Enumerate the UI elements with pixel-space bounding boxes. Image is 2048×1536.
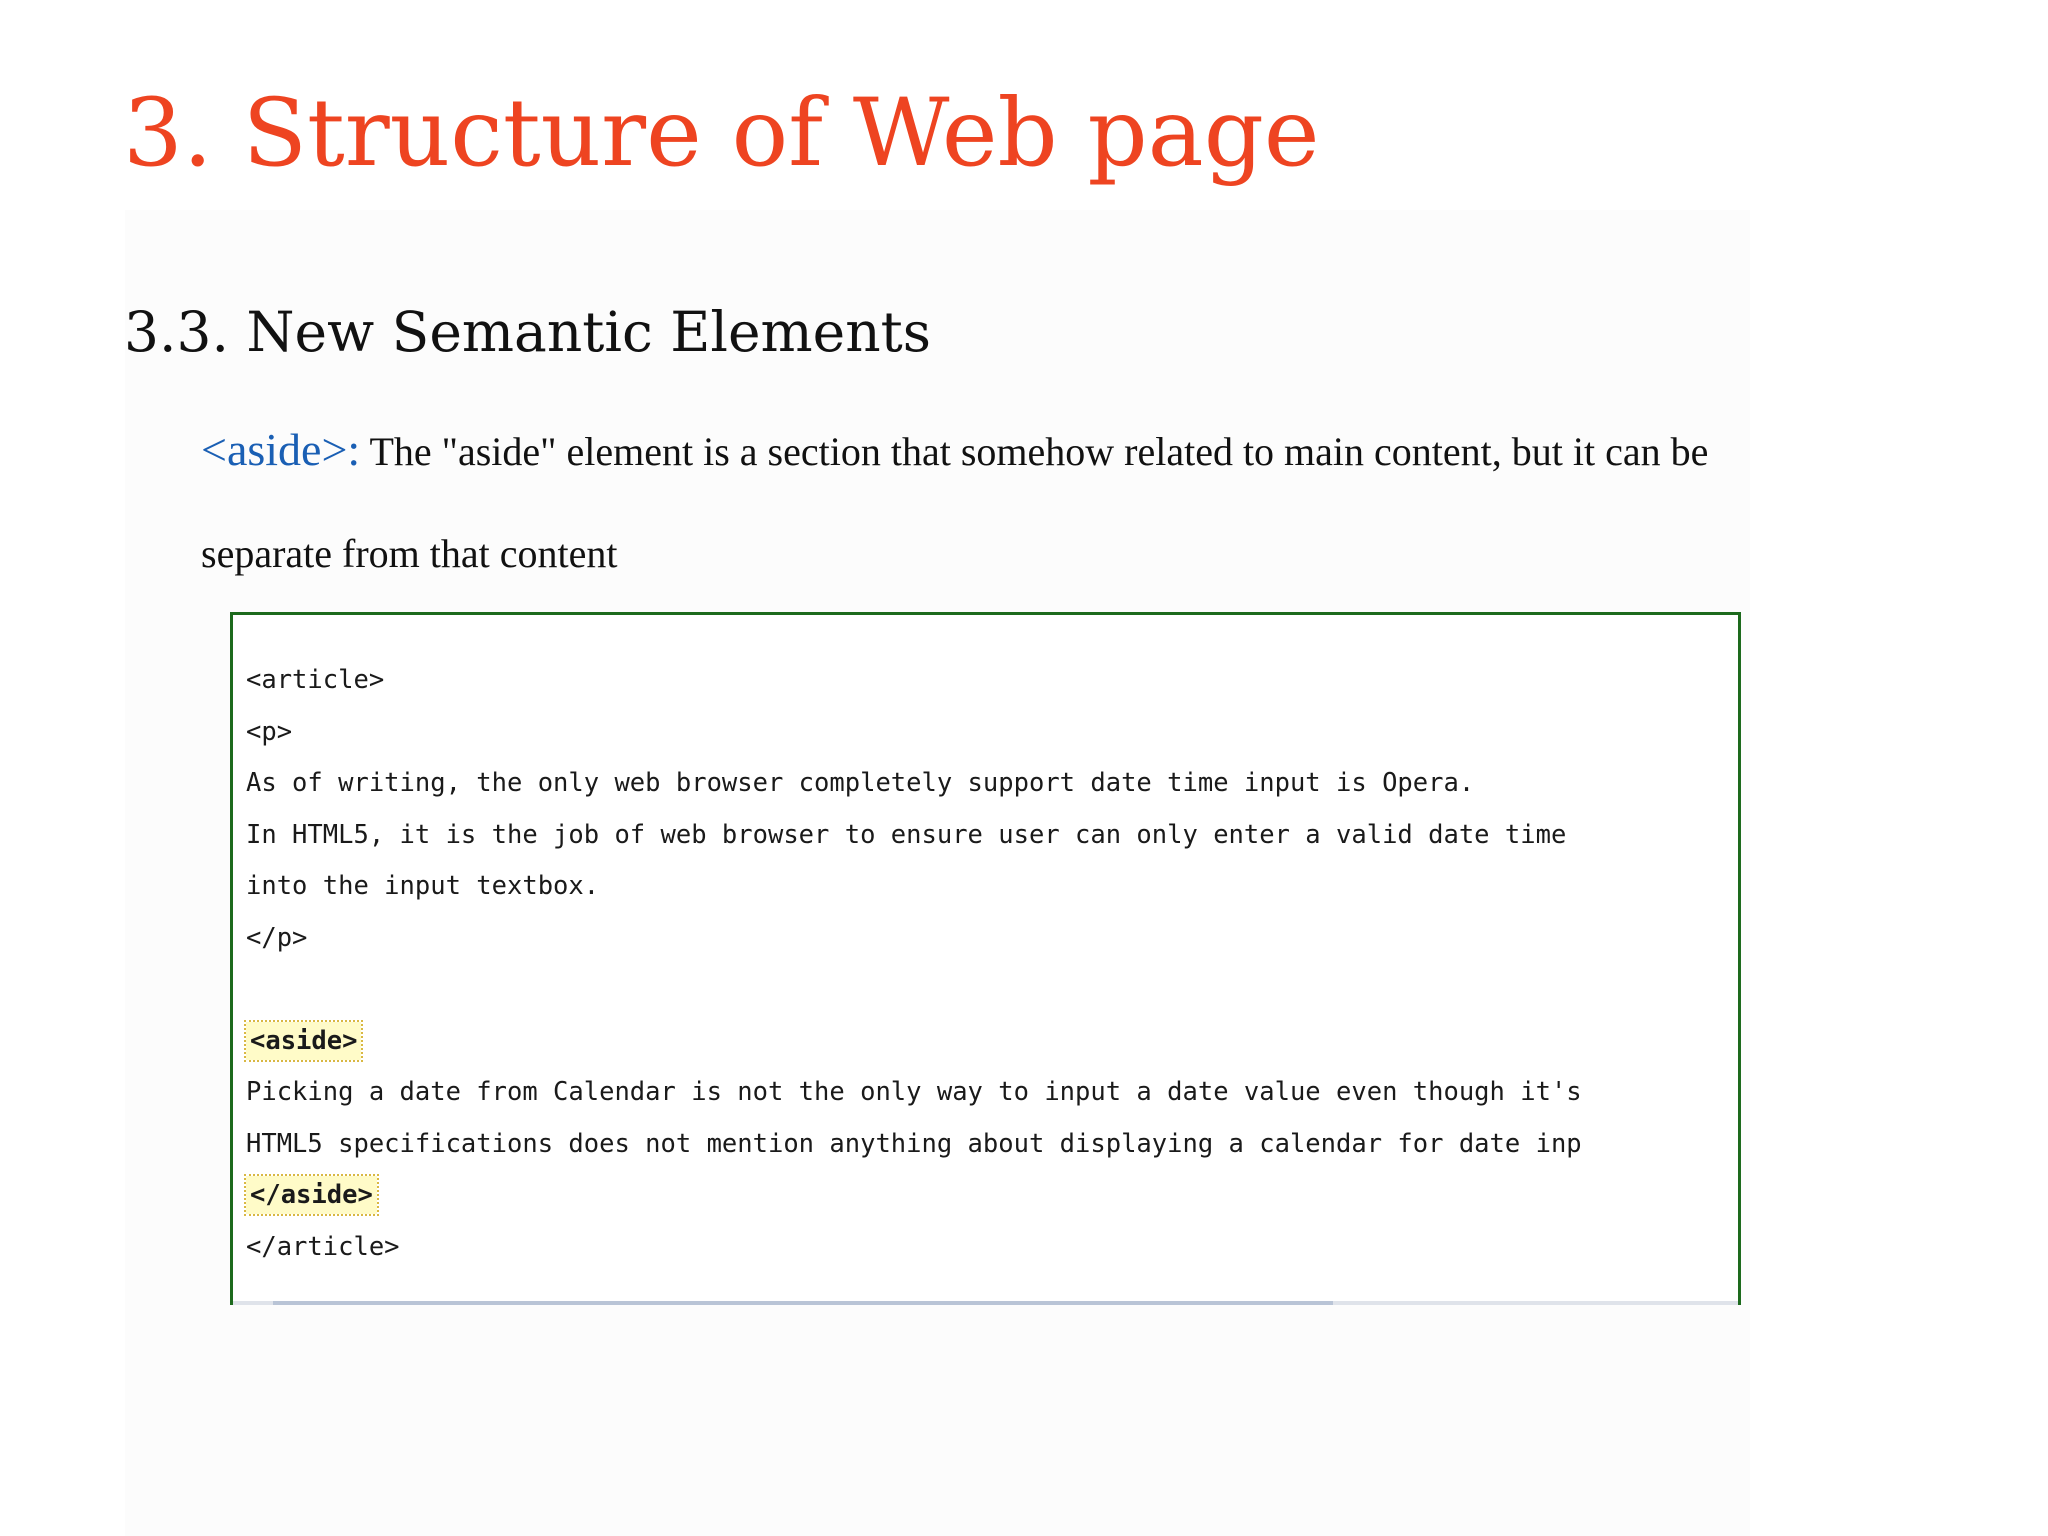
code-line (246, 1170, 1582, 1222)
aside-keyword: <aside>: (201, 424, 361, 475)
highlighted-aside-tag: </aside> (246, 1176, 377, 1214)
code-example-box (230, 612, 1741, 1305)
code-line (246, 964, 1582, 1016)
code-line: HTML5 specifications does not mention anything about displaying a calendar for date inp (246, 1128, 1582, 1159)
highlighted-aside-tag: <aside> (246, 1022, 361, 1060)
description-line-1 (201, 398, 1941, 502)
code-line: into the input textbox. (246, 871, 600, 901)
horizontal-scrollbar[interactable] (233, 1301, 1738, 1305)
code-line: Picking a date from Calendar is not the only way to input a date value even though it's (246, 1077, 1582, 1107)
code-listing (246, 655, 1582, 1273)
scrollbar-thumb[interactable] (273, 1301, 1333, 1305)
code-line: </p> (246, 922, 308, 953)
description-line-2: separate from that content (201, 531, 618, 576)
section-heading: 3.3. New Semantic Elements (124, 300, 931, 364)
aside-description (201, 398, 1941, 606)
code-line: <article> (246, 665, 385, 695)
description-text: The "aside" element is a section that somehow related to main content, but it can be (360, 429, 1709, 474)
code-line: In HTML5, it is the job of web browser to ensure user can only enter a valid date time (246, 819, 1567, 850)
page-title: 3. Structure of Web page (123, 79, 1320, 188)
code-line (246, 1016, 1582, 1068)
code-line: As of writing, the only web browser completely support date time input is Opera. (246, 768, 1475, 798)
code-line: </article> (246, 1231, 400, 1262)
code-line: <p> (246, 716, 293, 747)
